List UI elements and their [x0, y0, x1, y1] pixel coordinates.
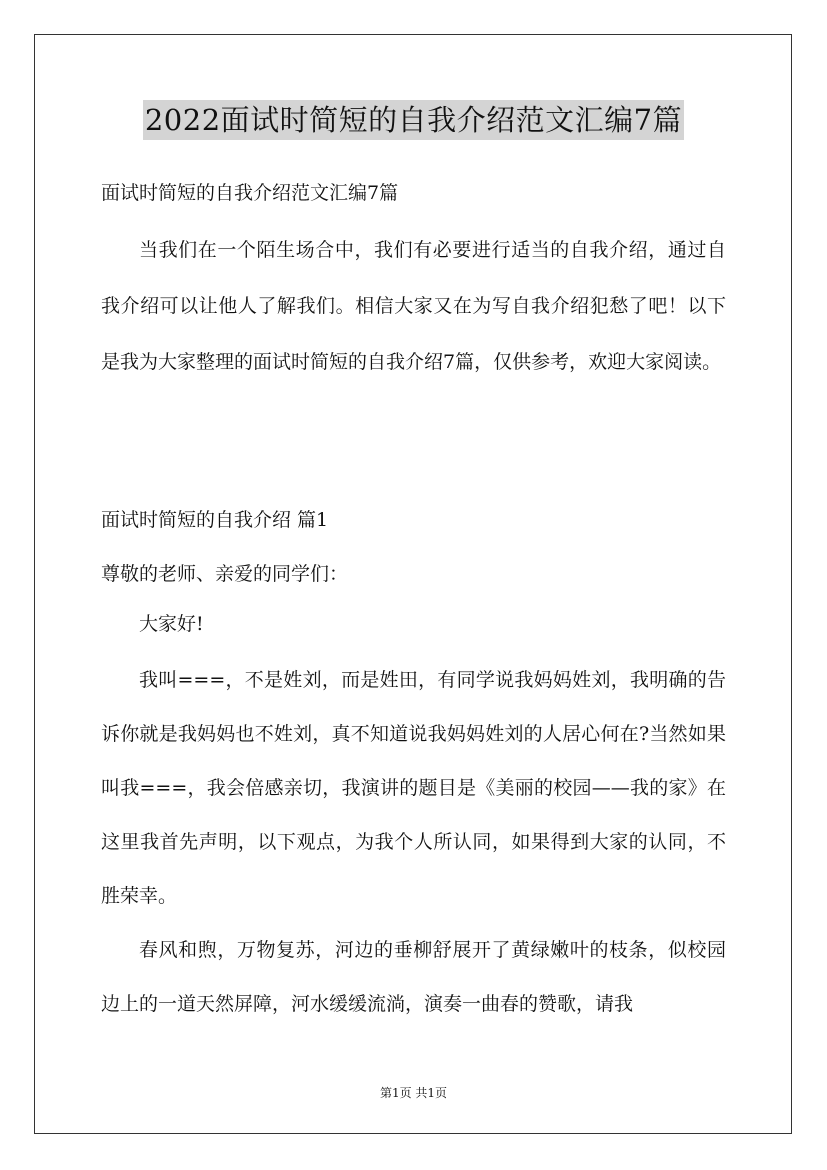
- subtitle-block: [101, 181, 726, 205]
- body-paragraph: 春风和煦，万物复苏，河边的垂柳舒展开了黄绿嫩叶的枝条，似校园边上的一道天然屏障，河水缓缓流淌，演奏一曲春的赞歌，请我: [101, 939, 726, 1015]
- intro-block: [101, 222, 726, 390]
- document-title-text: 2022面试时简短的自我介绍范文汇编7篇: [143, 100, 684, 140]
- body-paragraph: 我叫===，不是姓刘，而是姓田，有同学说我妈妈姓刘，我明确的告诉你就是我妈妈也不姓刘，真不知道说我妈妈姓刘的人居心何在?当然如果叫我===，我会倍感亲切，我演讲的题目是《美丽的校园——我的家》在这里我首先声明，以下观点，为我个人所认同，如果得到大家的认同，不胜荣幸。: [101, 669, 726, 907]
- section-heading: 面试时简短的自我介绍 篇1: [101, 509, 329, 531]
- section1-body-block: [101, 653, 726, 1031]
- section1-heading-block: [101, 508, 726, 532]
- greeting-block: [101, 612, 726, 636]
- salutation-line: 尊敬的老师、亲爱的同学们：: [101, 563, 349, 585]
- greeting-line: 大家好!: [139, 613, 204, 635]
- salutation-block: [101, 562, 726, 586]
- document-subtitle: 面试时简短的自我介绍范文汇编7篇: [101, 182, 399, 204]
- page-number: 第1页 共1页: [379, 1086, 448, 1100]
- intro-paragraph: 当我们在一个陌生场合中，我们有必要进行适当的自我介绍，通过自我介绍可以让他人了解我们。相信大家又在为写自我介绍犯愁了吧！以下是我为大家整理的面试时简短的自我介绍7篇，仅供参考，欢迎大家阅读。: [101, 239, 726, 373]
- document-title: [0, 100, 827, 140]
